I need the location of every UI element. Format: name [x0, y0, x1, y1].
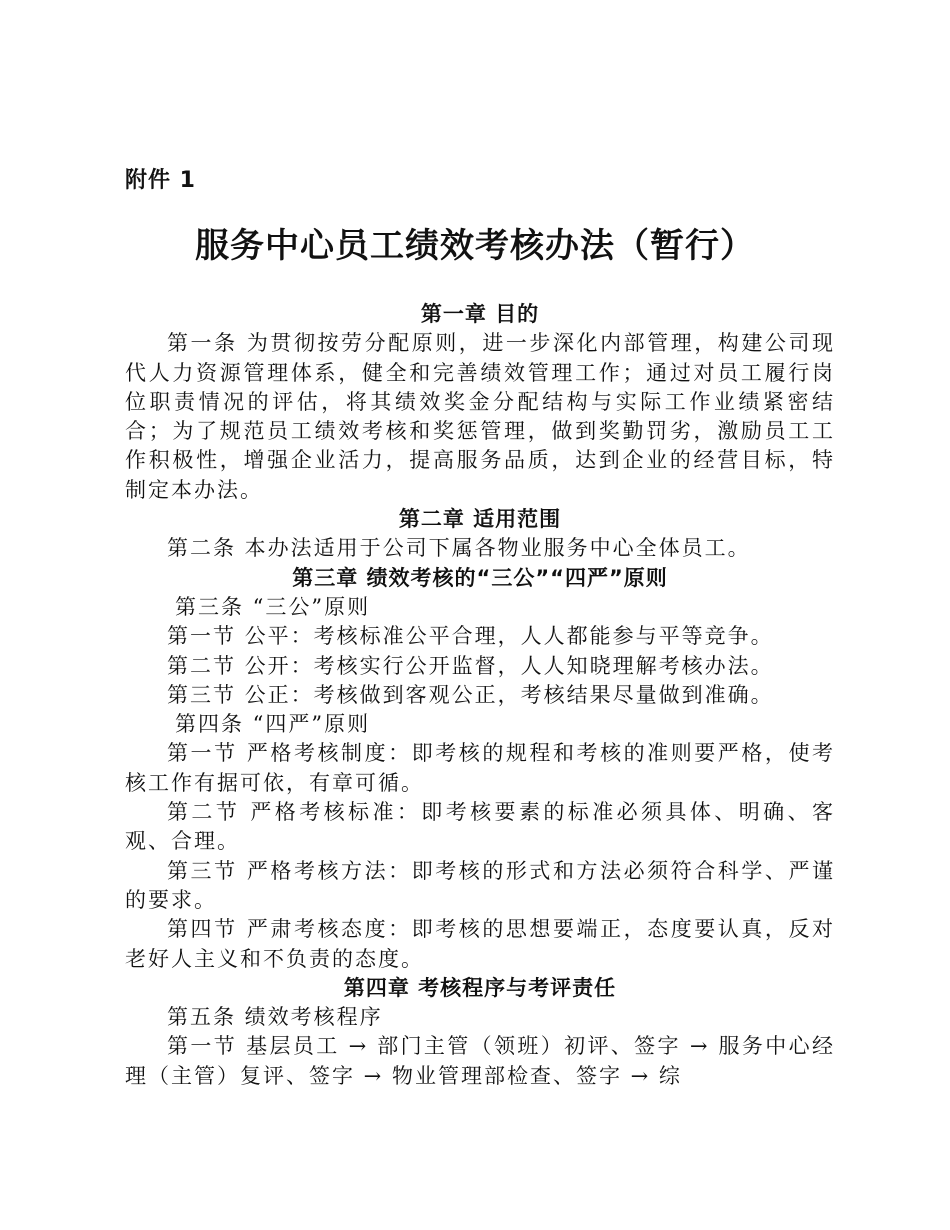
article-2: 第二条 本办法适用于公司下属各物业服务中心全体员工。 — [167, 536, 751, 561]
article-5-section-1: 第一节 基层员工 → 部门主管（领班）初评、签字 → 服务中心经理（主管）复评、签字 → 物业管理部检查、签字 → 综 — [125, 1034, 835, 1088]
article-4-section-1: 第一节 严格考核制度：即考核的规程和考核的准则要严格，使考核工作有据可依，有章可循。 — [125, 741, 835, 795]
article-4-section-2: 第二节 严格考核标准：即考核要素的标准必须具体、明确、客观、合理。 — [125, 800, 835, 854]
article-4-section-4: 第四节 严肃考核态度：即考核的思想要端正，态度要认真，反对老好人主义和不负责的态度。 — [125, 917, 835, 971]
document-title: 服务中心员工绩效考核办法（暂行） — [195, 226, 755, 266]
article-1: 第一条 为贯彻按劳分配原则，进一步深化内部管理，构建公司现代人力资源管理体系，健全和完善绩效管理工作；通过对员工履行岗位职责情况的评估，将其绩效奖金分配结构与实际工作业绩紧密结合；为了规范员工绩效考核和奖惩管理，做到奖勤罚劣，激励员工工作积极性，增强企业活力，提高服务品质，达到企业的经营目标，特制定本办法。 — [125, 331, 835, 502]
article-5: 第五条 绩效考核程序 — [167, 1005, 383, 1030]
article-3: 第三条 “三公”原则 — [175, 594, 371, 619]
chapter-4-heading: 第四章 考核程序与考评责任 — [343, 975, 617, 1000]
article-4-section-3: 第三节 严格考核方法：即考核的形式和方法必须符合科学、严谨的要求。 — [125, 858, 835, 912]
annex-label: 附件 1 — [125, 168, 196, 193]
document-body — [125, 300, 835, 1091]
chapter-2-heading: 第二章 适用范围 — [398, 507, 562, 532]
article-4: 第四条 “四严”原则 — [175, 712, 371, 737]
article-3-section-1: 第一节 公平：考核标准公平合理，人人都能参与平等竞争。 — [167, 624, 774, 649]
chapter-1-heading: 第一章 目的 — [420, 302, 540, 326]
chapter-3-heading: 第三章 绩效考核的“三公”“四严”原则 — [292, 565, 668, 590]
article-3-section-2: 第二节 公开：考核实行公开监督，人人知晓理解考核办法。 — [167, 653, 774, 678]
article-3-section-3: 第三节 公正：考核做到客观公正，考核结果尽量做到准确。 — [167, 682, 774, 707]
